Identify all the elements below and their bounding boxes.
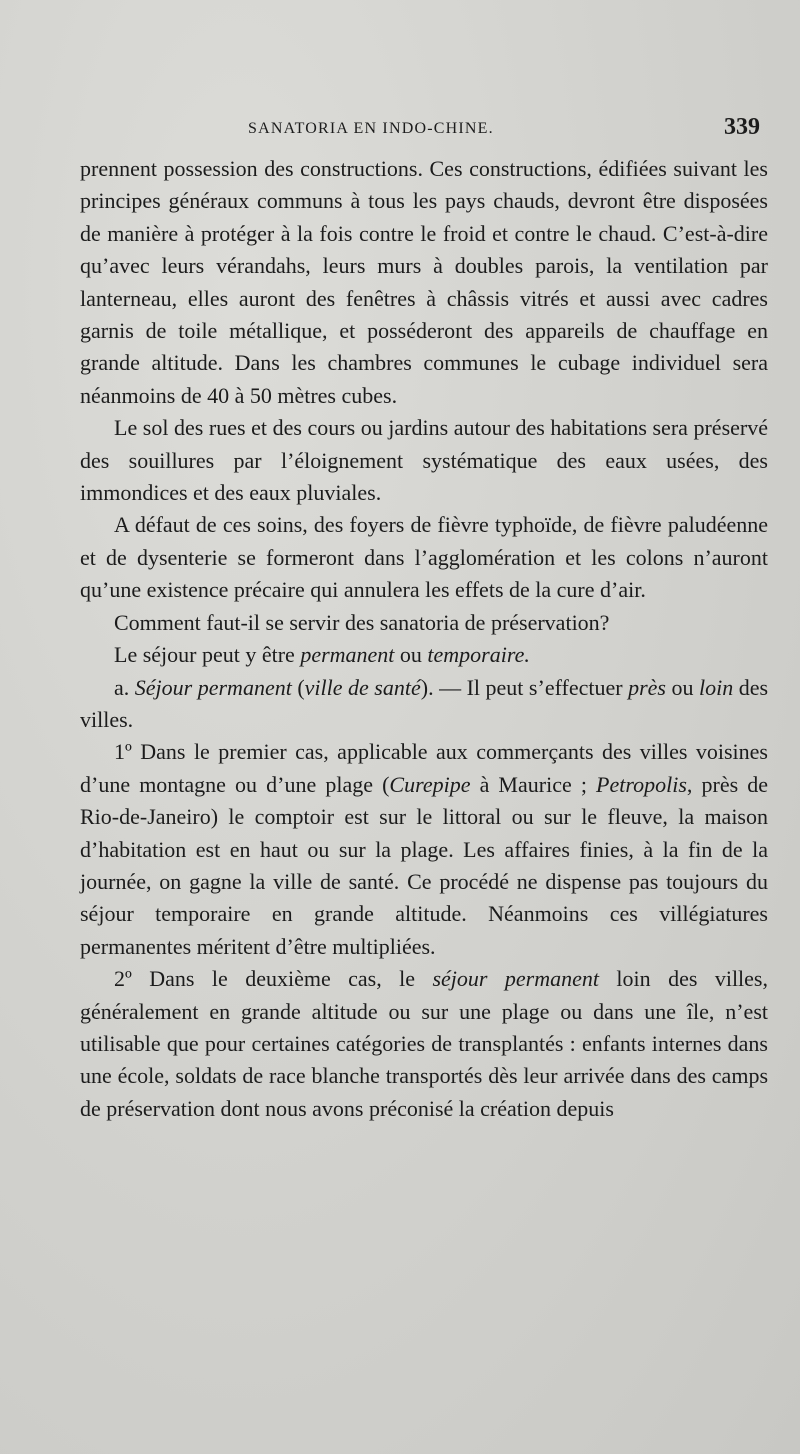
paragraph bbox=[80, 736, 768, 963]
italic-text: loin bbox=[698, 674, 734, 700]
text-run: A défaut de ces soins, des foyers de fièvre typhoïde, de fièvre paludéenne et de dysenterie se formeront dans l’agglomération et les colons n’auront qu’une existence précaire qui annulera les effets de la cure d’air. bbox=[80, 512, 768, 603]
paragraph bbox=[80, 639, 768, 671]
text-run: Comment faut-il se servir des sanatoria de préservation? bbox=[114, 609, 610, 635]
text-run: Le sol des rues et des cours ou jardins autour des habitations sera préservé des souillures par l’éloignement systématique des eaux usées, des immondices et des eaux pluviales. bbox=[80, 415, 768, 506]
page-number: 339 bbox=[724, 114, 760, 140]
text-run: ou bbox=[394, 642, 428, 668]
paragraph bbox=[80, 412, 768, 509]
text-run: ( bbox=[291, 674, 305, 700]
text-run: ). — Il peut s’effectuer bbox=[420, 674, 629, 700]
text-run: Le séjour peut y être bbox=[114, 642, 301, 668]
text-run: a. bbox=[114, 674, 135, 700]
text-run: ou bbox=[665, 674, 699, 700]
text-run: 1º Dans le premier cas, applicable aux commerçants des villes voisines d’une montagne ou d’une plage ( bbox=[80, 739, 768, 797]
italic-text: ville de santé bbox=[304, 674, 421, 700]
italic-text: temporaire. bbox=[427, 642, 530, 668]
text-run: , près de Rio-de-Janeiro) le comptoir est sur le littoral ou sur le fleuve, la maison d’habitation est en haut ou sur la plage. Les affaires finies, à la fin de la journée, on gagne la ville de santé. Ce procédé ne dispense pas toujours du séjour temporaire en grande altitude. Néanmoins ces villégiatures permanentes méritent d’être multipliées. bbox=[80, 771, 769, 959]
text-run: 2º Dans le deuxième cas, le bbox=[114, 966, 433, 992]
paragraph bbox=[80, 672, 768, 737]
text-run: des villes. bbox=[80, 674, 769, 732]
italic-text: séjour permanent bbox=[432, 966, 599, 992]
italic-text: Petropolis bbox=[596, 771, 687, 797]
text-run: prennent possession des constructions. Ces constructions, édifiées suivant les principes généraux communs à tous les pays chauds, devront être disposées de manière à protéger à la fois contre le froid et contre le chaud. C’est-à-dire qu’avec leurs vérandahs, leurs murs à doubles parois, la ventilation par lanterneau, elles auront des fenêtres à châssis vitrés et aussi avec cadres garnis de toile métallique, et posséderont des appareils de chauffage en grande altitude. Dans les chambres communes le cubage individuel sera néanmoins de 40 à 50 mètres cubes. bbox=[80, 156, 768, 408]
italic-text: Curepipe bbox=[389, 771, 471, 797]
page-body bbox=[80, 153, 768, 1125]
text-run: à Maurice ; bbox=[470, 771, 597, 797]
running-title: SANATORIA EN INDO-CHINE. bbox=[248, 120, 494, 137]
italic-text: près bbox=[628, 674, 666, 700]
paragraph bbox=[80, 963, 768, 1125]
paragraph bbox=[80, 607, 768, 639]
paragraph bbox=[80, 153, 768, 412]
italic-text: Séjour permanent bbox=[134, 674, 292, 700]
page-header bbox=[80, 114, 770, 150]
italic-text: permanent bbox=[300, 642, 395, 668]
paragraph bbox=[80, 509, 768, 606]
text-run: loin des villes, généralement en grande altitude ou sur une plage ou dans une île, n’est utilisable que pour certaines catégories de transplantés : enfants internes dans une école, soldats de race blanche transportés dès leur arrivée dans des camps de préservation dont nous avons préconisé la création depuis bbox=[80, 966, 768, 1121]
